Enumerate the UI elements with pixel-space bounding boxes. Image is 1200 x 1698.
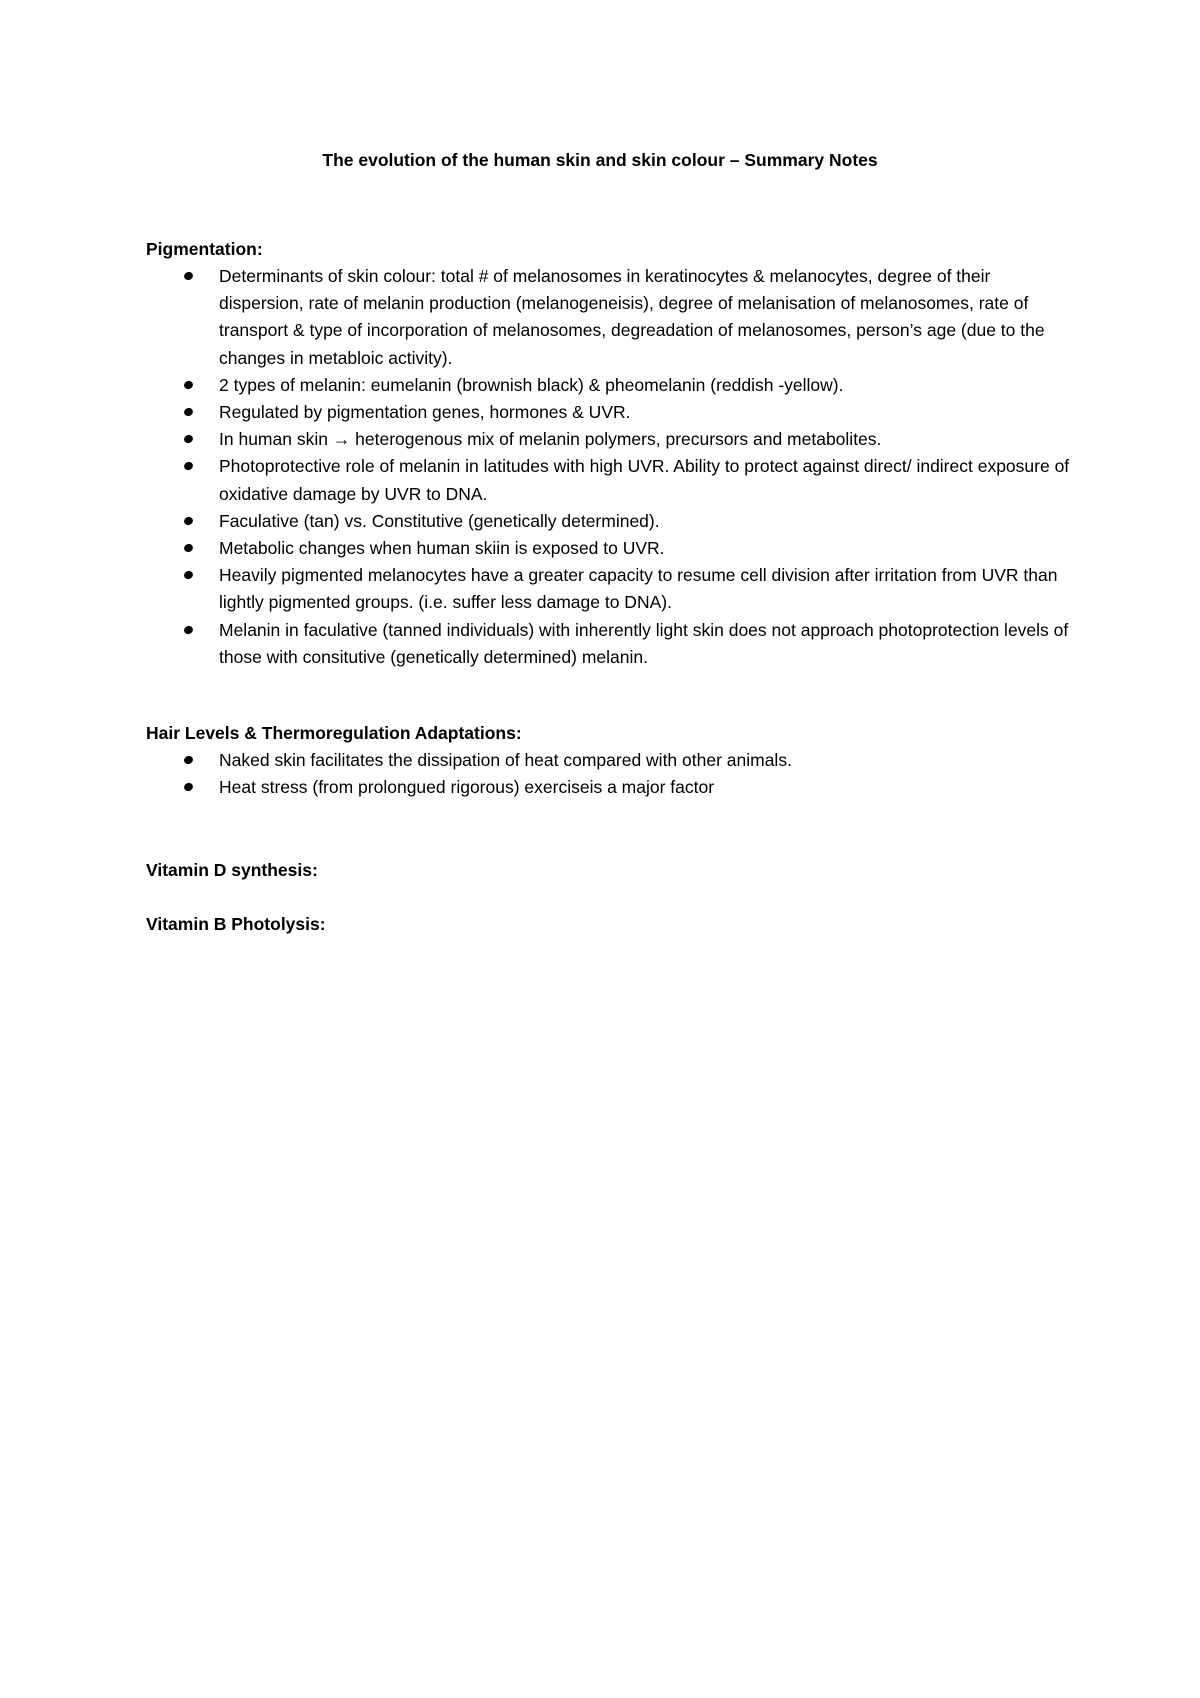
bullet-icon [183,624,195,635]
list-item [146,617,1076,671]
list-item [146,562,1076,616]
bullet-list [146,263,1076,671]
bullet-icon [183,754,195,765]
bullet-text: 2 types of melanin: eumelanin (brownish black) & pheomelanin (reddish -yellow). [219,374,844,395]
section-vitamin-b [146,911,1076,938]
bullet-text: Heat stress (from prolongued rigorous) exerciseis a major factor [219,777,715,798]
bullet-icon [183,515,195,526]
list-item [146,453,1076,507]
bullet-text: Heavily pigmented melanocytes have a greater capacity to resume cell division after irritation from UVR than lightly pigmented groups. (i.e. suffer less damage to DNA). [219,565,1058,613]
bullet-text: Photoprotective role of melanin in latitudes with high UVR. Ability to protect against direct/ indirect exposure of oxidative damage by UVR to DNA. [219,456,1070,504]
list-item [146,399,1076,426]
list-item [146,508,1076,535]
bullet-icon [183,434,195,445]
list-item [146,535,1076,562]
bullet-text: Determinants of skin colour: total # of melanosomes in keratinocytes & melanocytes, degree of their dispersion, rate of melanin production (melanogeneisis), degree of melanisation of melanosomes, rate of transport & type of incorporation of melanosomes, degreadation of melanosomes, person’s age (due to the changes in metabloic activity). [219,266,1045,368]
list-item [146,747,1076,774]
list-item [146,263,1076,372]
bullet-icon [183,379,195,390]
section-hair-levels [146,720,1076,801]
list-item [146,426,1076,453]
bullet-icon [183,570,195,581]
section-heading: Pigmentation: [146,239,263,259]
section-vitamin-d [146,857,1076,884]
section-pigmentation [146,236,1076,671]
bullet-text: Naked skin facilitates the dissipation of heat compared with other animals. [219,750,792,770]
bullet-text: Faculative (tan) vs. Constitutive (genetically determined). [219,510,660,531]
list-item [146,372,1076,399]
bullet-text: Regulated by pigmentation genes, hormones & UVR. [219,402,631,423]
document-title: The evolution of the human skin and skin colour – Summary Notes [322,150,878,170]
bullet-list [146,747,1076,801]
section-heading: Vitamin D synthesis: [146,860,318,880]
bullet-icon [183,543,195,554]
list-item [146,774,1076,801]
bullet-icon [183,406,195,417]
bullet-text: Metabolic changes when human skiin is exposed to UVR. [219,538,665,559]
bullet-text: Melanin in faculative (tanned individuals) with inherently light skin does not approach photoprotection levels of those with consitutive (genetically determined) melanin. [219,619,1069,667]
bullet-icon [183,782,195,793]
bullet-icon [183,270,195,281]
section-heading: Hair Levels & Thermoregulation Adaptations: [146,723,522,743]
bullet-text: In human skin → heterogenous mix of melanin polymers, precursors and metabolites. [219,429,882,450]
section-heading: Vitamin B Photolysis: [146,914,326,934]
bullet-icon [183,461,195,472]
